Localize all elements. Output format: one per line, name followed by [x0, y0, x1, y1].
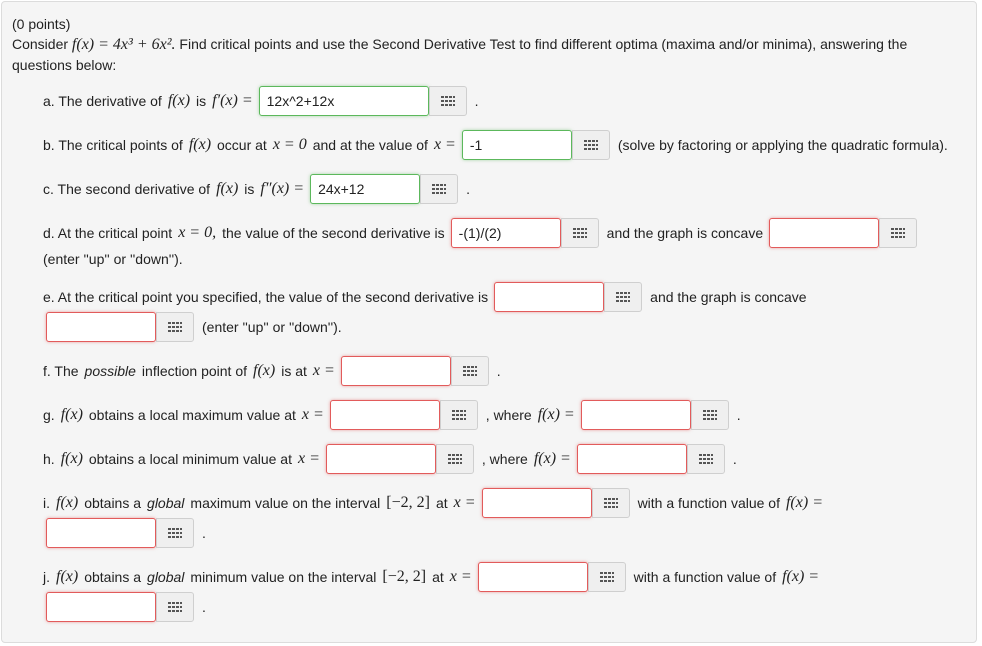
- answer-input-e-value[interactable]: [494, 282, 604, 312]
- math-x: x =: [453, 494, 476, 511]
- math-interval: [−2, 2]: [386, 494, 430, 511]
- text-at: at: [435, 495, 448, 511]
- text-occur: occur at: [217, 137, 267, 153]
- question-d-label: d. At the critical point: [43, 225, 173, 241]
- question-i-text: maximum value on the interval: [190, 495, 381, 511]
- math-fx: f(x): [188, 136, 212, 153]
- equation-palette-button-j2[interactable]: [156, 592, 194, 622]
- question-d-hint: (enter ''up'' or ''down'').: [43, 251, 183, 267]
- equation-palette-icon: [699, 454, 713, 464]
- answer-input-d-concavity[interactable]: [769, 218, 879, 248]
- answer-input-h-x[interactable]: [326, 444, 436, 474]
- math-x: x =: [312, 362, 335, 379]
- text-possible: possible: [84, 363, 136, 379]
- equation-palette-button-f[interactable]: [451, 356, 489, 386]
- equation-palette-icon: [573, 228, 587, 238]
- math-x: x =: [301, 406, 324, 423]
- question-g-text: obtains a local maximum value at: [88, 407, 296, 423]
- problem-panel: [1, 1, 977, 643]
- math-fx: f(x): [56, 494, 79, 511]
- math-fx: f(x): [216, 180, 239, 197]
- text-period: .: [736, 407, 741, 423]
- instructions-text: Find critical points and use the Second Derivative Test to find different optima (maxima and/or minima), answering the questions below:: [12, 36, 908, 73]
- math-x: x =: [433, 136, 456, 153]
- answer-input-d-value[interactable]: [451, 218, 561, 248]
- question-g: [43, 399, 741, 431]
- equation-palette-icon: [452, 410, 466, 420]
- math-fprime: f′(x) =: [212, 92, 253, 109]
- equation-palette-button-e2[interactable]: [156, 312, 194, 342]
- equation-palette-button-g2[interactable]: [691, 400, 729, 430]
- question-c-label: c. The second derivative of: [43, 181, 211, 197]
- math-fx-equals: f(x) =: [785, 494, 823, 511]
- text-where: , where: [481, 451, 528, 467]
- equation-palette-icon: [891, 228, 905, 238]
- text-period: .: [202, 525, 206, 541]
- question-h-label: h.: [43, 451, 55, 467]
- equation-palette-button-e1[interactable]: [604, 282, 642, 312]
- text-and: and at the value of: [312, 137, 428, 153]
- text-period: .: [466, 181, 470, 197]
- equation-palette-button-c[interactable]: [420, 174, 458, 204]
- text-concave: and the graph is concave: [606, 225, 764, 241]
- text-period: .: [202, 599, 206, 615]
- equation-palette-icon: [441, 96, 455, 106]
- problem-header: [12, 14, 962, 75]
- consider-text: Consider: [12, 36, 69, 52]
- question-g-label: g.: [43, 407, 55, 423]
- math-x: x =: [298, 450, 320, 467]
- equation-palette-icon: [448, 454, 462, 464]
- question-j: [43, 561, 819, 593]
- equation-palette-icon: [168, 322, 182, 332]
- math-x: x =: [449, 568, 472, 585]
- question-i-label: i.: [43, 495, 50, 511]
- question-e: [43, 281, 807, 313]
- equation-palette-icon: [584, 140, 598, 150]
- math-fx: f(x): [253, 362, 276, 379]
- question-d: [43, 217, 917, 249]
- question-i-line2: [46, 517, 206, 549]
- question-h: [43, 443, 737, 475]
- text-with-value: with a function value of: [637, 495, 780, 511]
- text-is-at: is at: [281, 363, 307, 379]
- math-fdoubleprime: f″(x) =: [260, 180, 305, 197]
- equation-palette-button-a[interactable]: [429, 86, 467, 116]
- text-concave: and the graph is concave: [650, 289, 807, 305]
- equation-palette-button-d1[interactable]: [561, 218, 599, 248]
- question-e-line2: [46, 311, 342, 343]
- text-period: .: [496, 363, 501, 379]
- points-label: (0 points): [12, 16, 71, 32]
- equation-palette-button-g1[interactable]: [440, 400, 478, 430]
- equation-palette-icon: [432, 184, 446, 194]
- answer-input-g-f[interactable]: [581, 400, 691, 430]
- math-fx: f(x): [167, 92, 191, 109]
- text-where: , where: [485, 407, 532, 423]
- hint-text: (enter ''up'' or ''down'').: [202, 319, 342, 335]
- text-with-value: with a function value of: [633, 569, 777, 585]
- math-fx-equals: f(x) =: [537, 406, 575, 423]
- answer-input-e-concavity[interactable]: [46, 312, 156, 342]
- equation-palette-button-b[interactable]: [572, 130, 610, 160]
- text-global: global: [147, 569, 185, 585]
- question-j-line2: [46, 591, 206, 623]
- question-j-label: j.: [43, 569, 50, 585]
- function-expression: f(x) = 4x³ + 6x².: [71, 36, 176, 53]
- math-fx-equals: f(x) =: [533, 450, 571, 467]
- text-period: .: [474, 93, 479, 109]
- text-at: at: [432, 569, 444, 585]
- equation-palette-icon: [600, 572, 614, 582]
- equation-palette-button-h2[interactable]: [687, 444, 725, 474]
- question-b-label: b. The critical points of: [43, 137, 183, 153]
- answer-input-h-f[interactable]: [577, 444, 687, 474]
- text-global: global: [147, 495, 185, 511]
- equation-palette-button-h1[interactable]: [436, 444, 474, 474]
- equation-palette-button-i2[interactable]: [156, 518, 194, 548]
- question-e-label: e. At the critical point you specified, the value of the second derivative is: [43, 289, 489, 305]
- answer-input-a[interactable]: [259, 86, 429, 116]
- text-obtains: obtains a: [84, 495, 142, 511]
- math-x0: x = 0: [272, 136, 307, 153]
- equation-palette-icon: [463, 366, 477, 376]
- question-h-text: obtains a local minimum value at: [88, 451, 292, 467]
- question-f: [43, 355, 501, 387]
- equation-palette-button-j1[interactable]: [588, 562, 626, 592]
- equation-palette-icon: [703, 410, 717, 420]
- answer-input-j-f[interactable]: [46, 592, 156, 622]
- text-is: is: [244, 181, 255, 197]
- question-f-text: inflection point of: [141, 363, 247, 379]
- question-a: [43, 85, 479, 117]
- equation-palette-icon: [168, 528, 182, 538]
- answer-input-b[interactable]: [462, 130, 572, 160]
- question-f-label: f. The: [43, 363, 79, 379]
- question-a-label: a. The derivative of: [43, 93, 162, 109]
- math-fx: f(x): [60, 450, 83, 467]
- equation-palette-icon: [168, 602, 182, 612]
- question-i: [43, 487, 823, 519]
- math-interval: [−2, 2]: [382, 568, 427, 585]
- answer-input-g-x[interactable]: [330, 400, 440, 430]
- math-fx: f(x): [56, 568, 79, 585]
- equation-palette-button-d2[interactable]: [879, 218, 917, 248]
- equation-palette-icon: [604, 498, 618, 508]
- answer-input-i-f[interactable]: [46, 518, 156, 548]
- answer-input-c[interactable]: [310, 174, 420, 204]
- equation-palette-icon: [616, 292, 630, 302]
- math-x0: x = 0,: [178, 224, 217, 241]
- question-c: [43, 173, 470, 205]
- answer-input-f[interactable]: [341, 356, 451, 386]
- question-b: [43, 129, 948, 161]
- question-j-text: minimum value on the interval: [190, 569, 377, 585]
- answer-input-j-x[interactable]: [478, 562, 588, 592]
- equation-palette-button-i1[interactable]: [592, 488, 630, 518]
- text-period: .: [732, 451, 737, 467]
- answer-input-i-x[interactable]: [482, 488, 592, 518]
- text-obtains: obtains a: [84, 569, 142, 585]
- hint-text: (solve by factoring or applying the quadratic formula).: [617, 137, 948, 153]
- question-d-text: the value of the second derivative is: [222, 225, 445, 241]
- math-fx: f(x): [60, 406, 83, 423]
- text-is: is: [196, 93, 207, 109]
- math-fx-equals: f(x) =: [782, 568, 820, 585]
